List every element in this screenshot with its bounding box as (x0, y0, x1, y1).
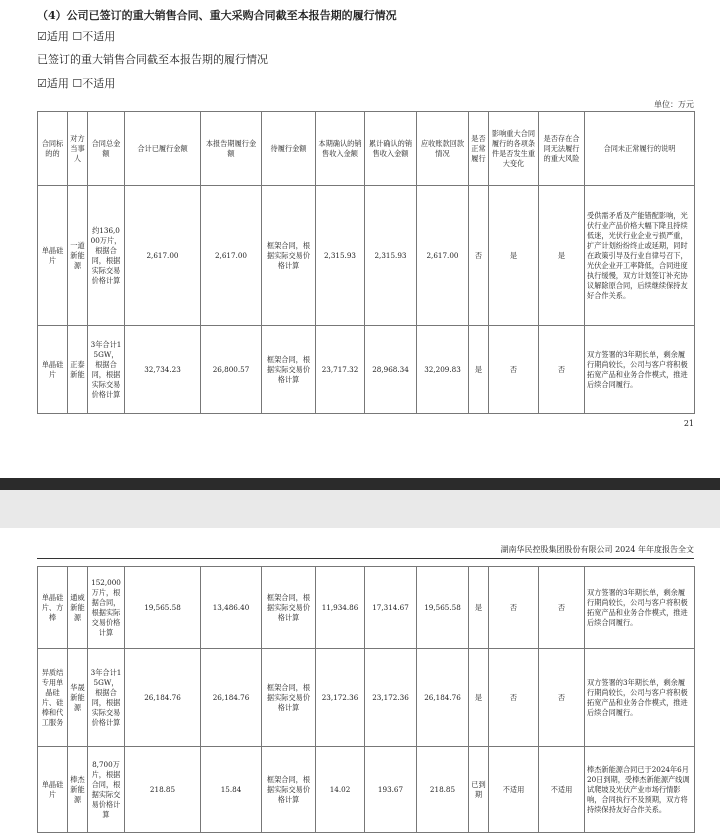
cell-note: 双方签署的3年期长单，剩余履行期尚较长，公司与客户将积极拓宽产品和业务合作模式，推进后续合同履行。 (585, 326, 695, 414)
cell-risk: 否 (539, 649, 585, 747)
cell-normal: 是 (469, 649, 489, 747)
cell-rev-total: 193.67 (365, 747, 417, 833)
header-rev-total: 累计确认的销售收入金额 (365, 112, 417, 186)
cell-period: 13,486.40 (201, 567, 262, 649)
table-row (38, 747, 695, 833)
cell-party: 通威新能源 (68, 567, 88, 649)
header-subject: 合同标的的 (38, 112, 68, 186)
cell-note: 受供需矛盾及产能错配影响，光伏行业产品价格大幅下降且持续低迷，光伏行业企业亏损严重，扩产计划纷纷终止或延期，同时在政策引导及行业自律号召下，光伏企业开工率降低，合同进度执行缓慢，双方计划签订补充协议解除原合同，后续继续保持友好合作关系。 (585, 186, 695, 326)
cell-rev-total: 2,315.93 (365, 186, 417, 326)
cell-rev-period: 2,315.93 (316, 186, 365, 326)
header-receivable: 应收账款回款情况 (417, 112, 469, 186)
header-fulfilled: 合计已履行金额 (125, 112, 201, 186)
cell-changed: 否 (489, 326, 539, 414)
cell-pending: 框架合同，根据实际交易价格计算 (262, 567, 316, 649)
cell-rev-total: 28,968.34 (365, 326, 417, 414)
cell-receivable: 218.85 (417, 747, 469, 833)
cell-total: 3年合计15GW，根据合同，根据实际交易价格计算 (88, 649, 125, 747)
table-header-row (38, 112, 695, 186)
cell-receivable: 26,184.76 (417, 649, 469, 747)
cell-rev-total: 17,314.67 (365, 567, 417, 649)
header-normal: 是否正常履行 (469, 112, 489, 186)
cell-party: 华晟新能源 (68, 649, 88, 747)
cell-period: 15.84 (201, 747, 262, 833)
cell-pending: 框架合同，根据实际交易价格计算 (262, 186, 316, 326)
header-total: 合同总金额 (88, 112, 125, 186)
cell-receivable: 2,617.00 (417, 186, 469, 326)
report-page-2 (0, 528, 720, 823)
cell-changed: 否 (489, 649, 539, 747)
cell-pending: 框架合同，根据实际交易价格计算 (262, 649, 316, 747)
cell-fulfilled: 32,734.23 (125, 326, 201, 414)
applicable-checkbox-2: ☑适用 ☐不适用 (37, 77, 116, 90)
cell-risk: 不适用 (539, 747, 585, 833)
cell-risk: 否 (539, 567, 585, 649)
cell-changed: 否 (489, 567, 539, 649)
cell-party: 棒杰新能源 (68, 747, 88, 833)
cell-normal: 是 (469, 326, 489, 414)
cell-subject: 单晶硅片、方棒 (38, 567, 68, 649)
cell-normal: 是 (469, 567, 489, 649)
cell-rev-period: 11,934.86 (316, 567, 365, 649)
header-rule (37, 558, 694, 559)
cell-pending: 框架合同，根据实际交易价格计算 (262, 326, 316, 414)
cell-risk: 是 (539, 186, 585, 326)
cell-normal: 否 (469, 186, 489, 326)
cell-normal: 已到期 (469, 747, 489, 833)
header-rev-period: 本期确认的销售收入金额 (316, 112, 365, 186)
cell-note: 双方签署的3年期长单，剩余履行期尚较长，公司与客户将积极拓宽产品和业务合作模式，推进后续合同履行。 (585, 567, 695, 649)
applicable-checkbox-1: ☑适用 ☐不适用 (37, 30, 116, 43)
cell-period: 26,184.76 (201, 649, 262, 747)
cell-total: 152,000万片，根据合同，根据实际交易价格计算 (88, 567, 125, 649)
cell-changed: 是 (489, 186, 539, 326)
cell-fulfilled: 26,184.76 (125, 649, 201, 747)
cell-receivable: 19,565.58 (417, 567, 469, 649)
running-header: 湖南华民控股集团股份有限公司 2024 年年度报告全文 (500, 545, 694, 554)
header-party: 对方当事人 (68, 112, 88, 186)
page-number: 21 (683, 419, 694, 428)
cell-note: 棒杰新能源合同已于2024年6月20日到期，受棒杰新能源产线调试爬坡及光伏产业市场行情影响，合同执行不及预期，双方将持续保持友好合作关系。 (585, 747, 695, 833)
cell-fulfilled: 2,617.00 (125, 186, 201, 326)
header-pending: 待履行金额 (262, 112, 316, 186)
cell-receivable: 32,209.83 (417, 326, 469, 414)
cell-subject: 单晶硅片 (38, 747, 68, 833)
cell-total: 8,700万片，根据合同，根据实际交易价格计算 (88, 747, 125, 833)
cell-pending: 框架合同，根据实际交易价格计算 (262, 747, 316, 833)
cell-subject: 单晶硅片 (38, 186, 68, 326)
cell-total: 3年合计15GW，根据合同，根据实际交易价格计算 (88, 326, 125, 414)
header-risk: 是否存在合同无法履行的重大风险 (539, 112, 585, 186)
table-row (38, 326, 695, 414)
sub-heading: 已签订的重大销售合同截至本报告期的履行情况 (37, 53, 268, 66)
header-note: 合同未正常履行的说明 (585, 112, 695, 186)
cell-changed: 不适用 (489, 747, 539, 833)
cell-rev-period: 23,172.36 (316, 649, 365, 747)
page-separator (0, 478, 720, 490)
cell-rev-period: 23,717.32 (316, 326, 365, 414)
cell-subject: 单晶硅片 (38, 326, 68, 414)
cell-total: 约136,000万片，根据合同，根据实际交易价格计算 (88, 186, 125, 326)
cell-note: 双方签署的3年期长单，剩余履行期尚较长，公司与客户将积极拓宽产品和业务合作模式，推进后续合同履行。 (585, 649, 695, 747)
contracts-table-page1 (37, 111, 695, 414)
page-gap (0, 490, 720, 528)
table-row (38, 567, 695, 649)
cell-subject: 异质结专用单晶硅片、硅棒和代工服务 (38, 649, 68, 747)
table-row (38, 186, 695, 326)
cell-rev-total: 23,172.36 (365, 649, 417, 747)
header-changed: 影响重大合同履行的各项条件是否发生重大变化 (489, 112, 539, 186)
table-row (38, 649, 695, 747)
section-heading: （4）公司已签订的重大销售合同、重大采购合同截至本报告期的履行情况 (37, 9, 397, 22)
contracts-table-page2 (37, 566, 695, 833)
cell-fulfilled: 19,565.58 (125, 567, 201, 649)
cell-risk: 否 (539, 326, 585, 414)
cell-period: 2,617.00 (201, 186, 262, 326)
unit-label: 单位：万元 (654, 100, 694, 109)
cell-rev-period: 14.02 (316, 747, 365, 833)
cell-party: 一道新能源 (68, 186, 88, 326)
cell-party: 正泰新能 (68, 326, 88, 414)
cell-period: 26,800.57 (201, 326, 262, 414)
cell-fulfilled: 218.85 (125, 747, 201, 833)
header-period: 本报告期履行金额 (201, 112, 262, 186)
